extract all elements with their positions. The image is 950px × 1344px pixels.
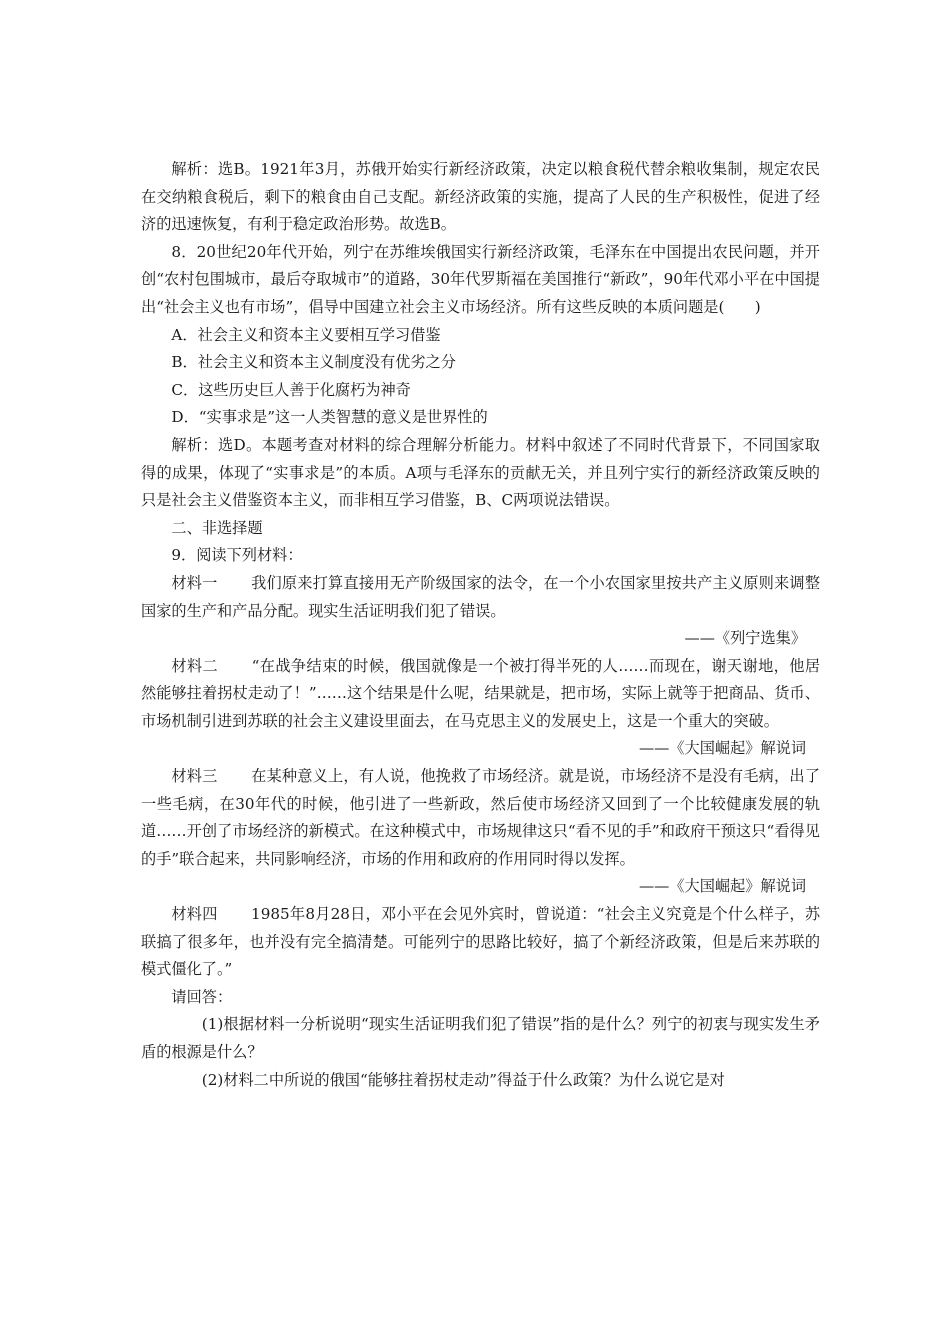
material-4-label: 材料四	[171, 905, 218, 924]
q8-analysis: 解析：选D。本题考查对材料的综合理解分析能力。材料中叙述了不同时代背景下，不同国家取得的成果，体现了“实事求是”的本质。A项与毛泽东的贡献无关，并且列宁实行的新经济政策反映的只是社会主义借鉴资本主义，而非相互学习借鉴，B、C两项说法错误。	[141, 435, 820, 510]
material-3-text: 在某种意义上，有人说，他挽救了市场经济。就是说，市场经济不是没有毛病，出了一些毛病，在30年代的时候，他引进了一些新政，然后使市场经济又回到了一个比较健康发展的轨道……开创了市场经济的新模式。在这种模式中，市场规律这只“看不见的手”和政府干预这只“看得见的手”联合起来，共同影响经济，市场的作用和政府的作用同时得以发挥。	[141, 767, 821, 868]
material-1-source: ——《列宁选集》	[684, 629, 806, 648]
material-4	[141, 901, 820, 984]
q8-option-a: A．社会主义和资本主义要相互学习借鉴	[171, 325, 441, 344]
section-title: 二、非选择题	[171, 518, 263, 537]
material-4-text: 1985年8月28日，邓小平在会见外宾时，曾说道：“社会主义究竟是个什么样子，苏联搞了很多年，也并没有完全搞清楚。可能列宁的思路比较好，搞了个新经济政策，但是后来苏联的模式僵化了。”	[141, 905, 821, 979]
material-1-label: 材料一	[171, 573, 218, 592]
q9-question-2: (2)材料二中所说的俄国“能够拄着拐杖走动”得益于什么政策？为什么说它是对	[201, 1070, 725, 1089]
q8-option-d: D．“实事求是”这一人类智慧的意义是世界性的	[171, 408, 488, 427]
q9-intro: 9．阅读下列材料：	[171, 546, 303, 565]
q8-option-c: C．这些历史巨人善于化腐朽为神奇	[171, 380, 411, 399]
q8-option-b: B．社会主义和资本主义制度没有优劣之分	[171, 353, 456, 372]
q9-prompt: 请回答：	[171, 987, 233, 1006]
material-1-text: 我们原来打算直接用无产阶级国家的法令，在一个小农国家里按共产主义原则来调整国家的生产和产品分配。现实生活证明我们犯了错误。	[141, 573, 821, 620]
q9-question-1: (1)根据材料一分析说明“现实生活证明我们犯了错误”指的是什么？列宁的初衷与现实发生矛盾的根源是什么？	[141, 1015, 820, 1061]
q8-stem: 8．20世纪20年代开始，列宁在苏维埃俄国实行新经济政策，毛泽东在中国提出农民问题，并开创“农村包围城市，最后夺取城市”的道路，30年代罗斯福在美国推行“新政”，90年代邓小平在中国提出“社会主义也有市场”，倡导中国建立社会主义市场经济。所有这些反映的本质问题是( )	[141, 242, 820, 316]
q7-analysis: 解析：选B。1921年3月，苏俄开始实行新经济政策，决定以粮食税代替余粮收集制，规定农民在交纳粮食税后，剩下的粮食由自己支配。新经济政策的实施，提高了人民的生产积极性，促进了经济的迅速恢复，有利于稳定政治形势。故选B。	[141, 160, 820, 234]
material-3-source: ——《大国崛起》解说词	[638, 877, 806, 896]
material-2	[141, 653, 820, 736]
material-2-label: 材料二	[171, 656, 219, 675]
material-3-label: 材料三	[171, 767, 218, 786]
material-2-text: “在战争结束的时候，俄国就像是一个被打得半死的人……而现在，谢天谢地，他居然能够拄着拐杖走动了！”……这个结果是什么呢，结果就是，把市场，实际上就等于把商品、货币、市场机制引进到苏联的社会主义建设里面去，在马克思主义的发展史上，这是一个重大的突破。	[141, 656, 821, 730]
material-1	[141, 570, 820, 625]
material-2-source: ——《大国崛起》解说词	[638, 739, 806, 758]
material-3	[141, 763, 820, 873]
document-page	[141, 156, 820, 1094]
